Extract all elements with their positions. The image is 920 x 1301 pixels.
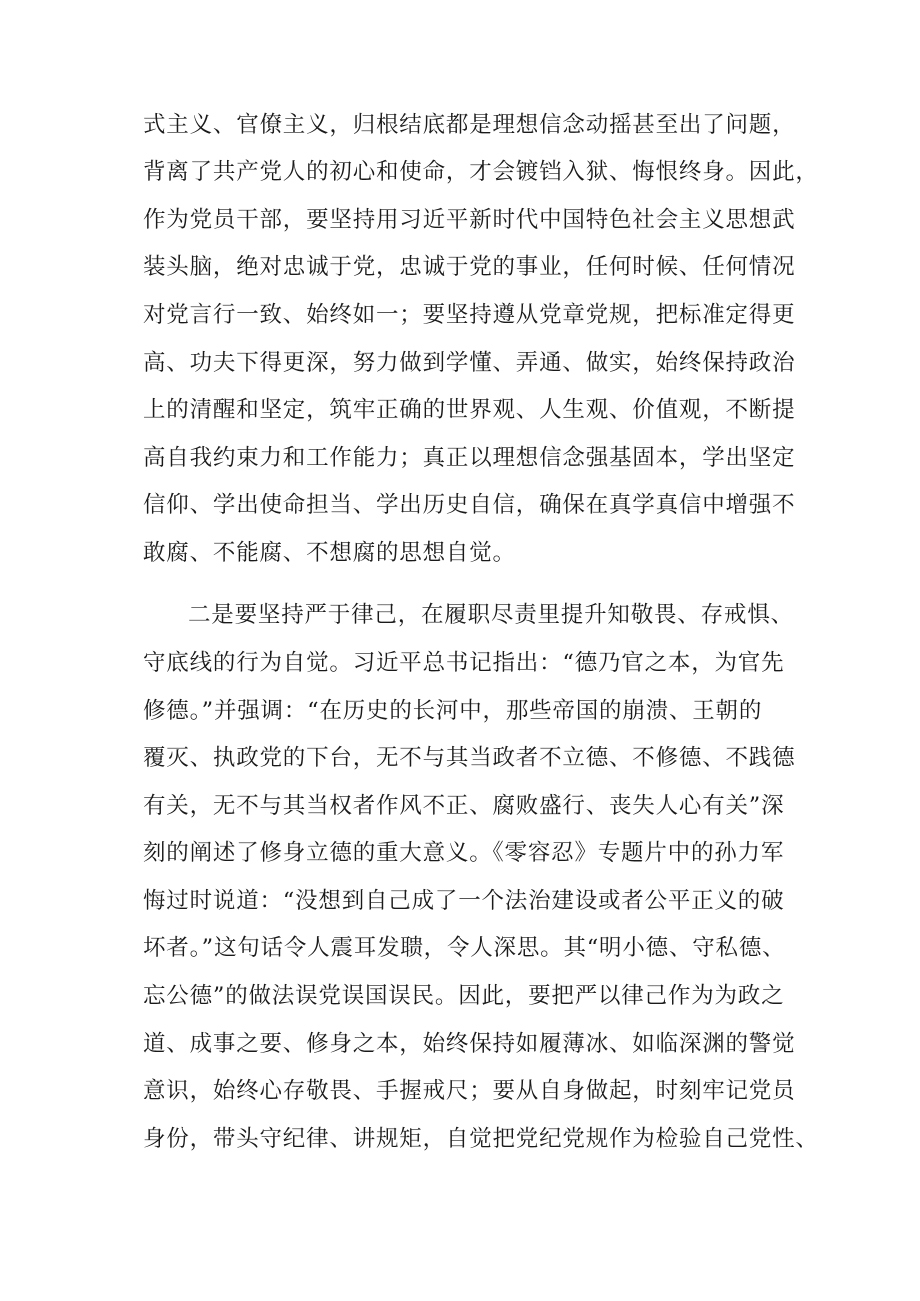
text-line: 道、成事之要、修身之本，始终保持如履薄冰、如临深渊的警觉 — [143, 1031, 796, 1057]
text-line: 作为党员干部，要坚持用习近平新时代中国特色社会主义思想武 — [143, 207, 796, 233]
text-line: 有关，无不与其当权者作风不正、腐败盛行、丧失人心有关”深 — [143, 793, 785, 819]
text-line: 悔过时说道：“没想到自己成了一个法治建设或者公平正义的破 — [143, 888, 785, 914]
text-line: 装头脑，绝对忠诚于党，忠诚于党的事业，任何时候、任何情况 — [143, 254, 796, 280]
text-line: 刻的阐述了修身立德的重大意义。《零容忍》专题片中的孙力军 — [143, 840, 785, 866]
text-line: 身份，带头守纪律、讲规矩，自觉把党纪党规作为检验自己党性、 — [143, 1126, 819, 1152]
text-line: 高自我约束力和工作能力；真正以理想信念强基固本，学出坚定 — [143, 445, 796, 471]
text-line: 上的清醒和坚定，筑牢正确的世界观、人生观、价值观，不断提 — [143, 397, 796, 423]
text-line: 敢腐、不能腐、不想腐的思想自觉。 — [143, 540, 516, 566]
text-line: 覆灭、执政党的下台，无不与其当政者不立德、不修德、不践德 — [143, 745, 796, 771]
text-line: 坏者。”这句话令人震耳发聩，令人深思。其“明小德、守私德、 — [143, 935, 786, 961]
text-line: 修德。”并强调：“在历史的长河中，那些帝国的崩溃、王朝的 — [143, 698, 763, 724]
text-line: 式主义、官僚主义，归根结底都是理想信念动摇甚至出了问题， — [143, 112, 796, 138]
text-line: 二是要坚持严于律己，在履职尽责里提升知敬畏、存戒惧、 — [188, 602, 794, 628]
text-line: 高、功夫下得更深，努力做到学懂、弄通、做实，始终保持政治 — [143, 350, 796, 376]
text-line: 意识，始终心存敬畏、手握戒尺；要从自身做起，时刻牢记党员 — [143, 1078, 796, 1104]
text-line: 守底线的行为自觉。习近平总书记指出：“德乃官之本，为官先 — [143, 650, 785, 676]
text-line: 背离了共产党人的初心和使命，才会镀铛入狱、悔恨终身。因此， — [143, 159, 819, 185]
text-line: 对党言行一致、始终如一；要坚持遵从党章党规，把标准定得更 — [143, 302, 796, 328]
text-line: 忘公德”的做法误党误国误民。因此，要把严以律己作为为政之 — [143, 983, 785, 1009]
text-line: 信仰、学出使命担当、学出历史自信，确保在真学真信中增强不 — [143, 492, 796, 518]
